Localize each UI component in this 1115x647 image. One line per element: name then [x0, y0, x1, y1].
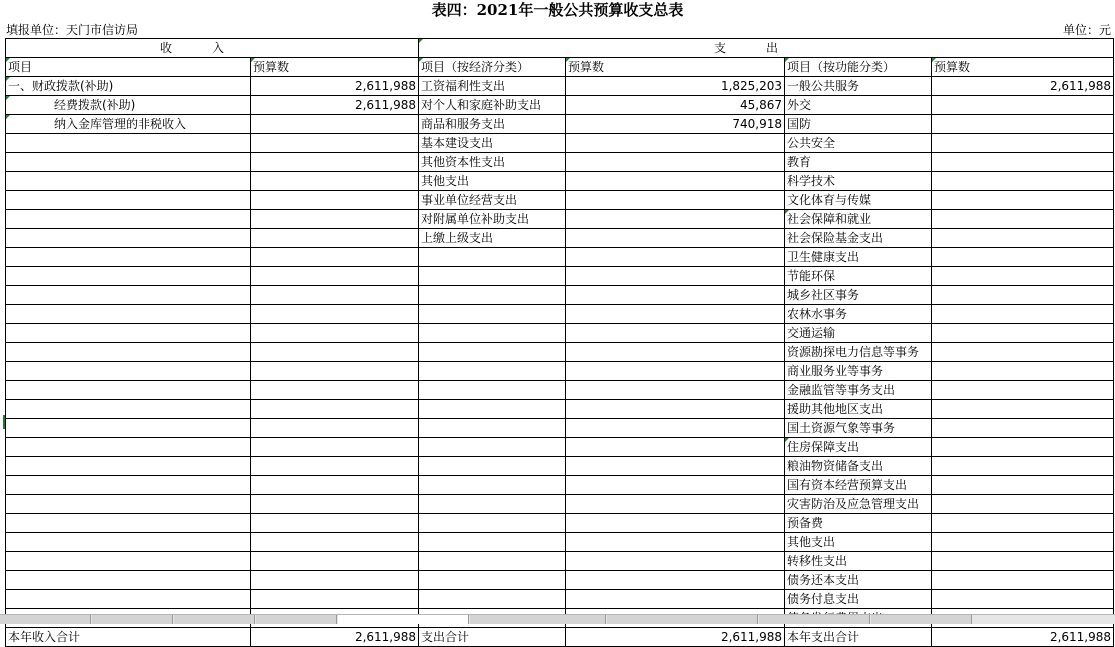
income-item-cell[interactable]	[6, 210, 251, 229]
func-budget-cell[interactable]	[932, 438, 1114, 457]
func-item-cell[interactable]: 灾害防治及应急管理支出	[785, 495, 932, 514]
col-header-econ-item[interactable]: 项目（按经济分类）	[419, 58, 566, 77]
table-row	[6, 514, 1114, 533]
func-budget-cell[interactable]	[932, 305, 1114, 324]
econ-budget-cell[interactable]	[566, 495, 785, 514]
table-row	[6, 571, 1114, 590]
income-item-cell[interactable]	[6, 590, 251, 609]
econ-item-cell[interactable]	[419, 457, 566, 476]
econ-budget-cell[interactable]	[566, 134, 785, 153]
func-total-label[interactable]: 本年支出合计	[785, 628, 932, 647]
func-item-cell[interactable]: 社会保障和就业	[785, 210, 932, 229]
expense-header: 支出	[714, 40, 819, 55]
income-budget-cell[interactable]	[251, 191, 419, 210]
econ-budget-cell[interactable]	[566, 248, 785, 267]
income-item-cell[interactable]	[6, 305, 251, 324]
table-row	[6, 77, 1114, 96]
func-item-cell[interactable]: 教育	[785, 153, 932, 172]
income-item-cell[interactable]	[6, 229, 251, 248]
table-row	[6, 115, 1114, 134]
income-budget-cell[interactable]	[251, 324, 419, 343]
func-item-cell[interactable]: 资源勘探电力信息等事务	[785, 343, 932, 362]
income-budget-cell[interactable]: 2,611,988	[251, 96, 419, 115]
func-item-cell[interactable]: 交通运输	[785, 324, 932, 343]
income-budget-cell[interactable]	[251, 438, 419, 457]
econ-budget-cell[interactable]	[566, 419, 785, 438]
func-budget-cell[interactable]	[932, 286, 1114, 305]
income-budget-cell[interactable]	[251, 343, 419, 362]
func-budget-cell[interactable]	[932, 495, 1114, 514]
econ-item-cell[interactable]	[419, 343, 566, 362]
func-item-cell[interactable]: 卫生健康支出	[785, 248, 932, 267]
econ-budget-cell[interactable]	[566, 324, 785, 343]
func-item-cell[interactable]: 节能环保	[785, 267, 932, 286]
func-item-cell[interactable]: 一般公共服务	[785, 77, 932, 96]
func-item-cell[interactable]: 住房保障支出	[785, 438, 932, 457]
func-budget-cell[interactable]	[932, 229, 1114, 248]
income-item-cell[interactable]	[6, 134, 251, 153]
func-item-cell[interactable]: 科学技术	[785, 172, 932, 191]
table-row	[6, 533, 1114, 552]
func-item-cell[interactable]: 国土资源气象等事务	[785, 419, 932, 438]
income-budget-cell[interactable]	[251, 495, 419, 514]
income-item-cell[interactable]	[6, 381, 251, 400]
econ-item-cell[interactable]	[419, 514, 566, 533]
col-header-econ-budget[interactable]: 预算数	[566, 58, 785, 77]
table-row	[6, 476, 1114, 495]
econ-item-cell[interactable]: 对附属单位补助支出	[419, 210, 566, 229]
func-item-cell[interactable]: 国防	[785, 115, 932, 134]
income-item-cell[interactable]: 纳入金库管理的非税收入	[6, 115, 251, 134]
table-row	[6, 495, 1114, 514]
func-item-cell[interactable]: 债务还本支出	[785, 571, 932, 590]
income-budget-cell[interactable]	[251, 115, 419, 134]
table-row	[6, 229, 1114, 248]
section-header-row	[6, 39, 1114, 58]
func-budget-cell[interactable]	[932, 362, 1114, 381]
func-item-cell[interactable]: 城乡社区事务	[785, 286, 932, 305]
table-row	[6, 400, 1114, 419]
econ-budget-cell[interactable]	[566, 362, 785, 381]
func-budget-cell[interactable]	[932, 419, 1114, 438]
func-budget-cell[interactable]	[932, 324, 1114, 343]
econ-budget-cell[interactable]	[566, 571, 785, 590]
econ-item-cell[interactable]	[419, 495, 566, 514]
income-total-label[interactable]: 本年收入合计	[6, 628, 251, 647]
totals-row	[6, 628, 1114, 647]
func-budget-cell[interactable]	[932, 400, 1114, 419]
income-budget-cell[interactable]	[251, 134, 419, 153]
econ-item-cell[interactable]: 对个人和家庭补助支出	[419, 96, 566, 115]
table-row	[6, 590, 1114, 609]
econ-budget-cell[interactable]	[566, 438, 785, 457]
func-item-cell[interactable]: 金融监管等事务支出	[785, 381, 932, 400]
income-item-cell[interactable]	[6, 533, 251, 552]
income-item-cell[interactable]	[6, 495, 251, 514]
econ-item-cell[interactable]	[419, 552, 566, 571]
econ-item-cell[interactable]: 上缴上级支出	[419, 229, 566, 248]
income-budget-cell[interactable]	[251, 457, 419, 476]
func-item-cell[interactable]: 转移性支出	[785, 552, 932, 571]
econ-item-cell[interactable]	[419, 438, 566, 457]
func-item-cell[interactable]: 商业服务业等事务	[785, 362, 932, 381]
income-budget-cell[interactable]	[251, 476, 419, 495]
econ-budget-cell[interactable]	[566, 400, 785, 419]
econ-item-cell[interactable]: 基本建设支出	[419, 134, 566, 153]
econ-budget-cell[interactable]	[566, 172, 785, 191]
table-row	[6, 210, 1114, 229]
income-item-cell[interactable]	[6, 153, 251, 172]
table-row	[6, 134, 1114, 153]
func-item-cell[interactable]: 农林水事务	[785, 305, 932, 324]
func-item-cell[interactable]: 外交	[785, 96, 932, 115]
income-budget-cell[interactable]	[251, 286, 419, 305]
table-row	[6, 248, 1114, 267]
expense-section-cell[interactable]	[419, 39, 1114, 58]
func-item-cell[interactable]: 公共安全	[785, 134, 932, 153]
column-header-row	[6, 58, 1114, 77]
func-budget-cell[interactable]	[932, 381, 1114, 400]
econ-item-cell[interactable]	[419, 476, 566, 495]
func-budget-cell[interactable]	[932, 590, 1114, 609]
income-budget-cell[interactable]	[251, 381, 419, 400]
income-budget-cell[interactable]	[251, 514, 419, 533]
func-budget-cell[interactable]	[932, 514, 1114, 533]
income-budget-cell[interactable]	[251, 248, 419, 267]
econ-budget-cell[interactable]	[566, 305, 785, 324]
func-budget-cell[interactable]	[932, 134, 1114, 153]
econ-budget-cell[interactable]	[566, 514, 785, 533]
econ-budget-cell[interactable]: 1,825,203	[566, 77, 785, 96]
func-budget-cell[interactable]	[932, 210, 1114, 229]
econ-budget-cell[interactable]	[566, 343, 785, 362]
income-budget-cell[interactable]	[251, 229, 419, 248]
table-row	[6, 438, 1114, 457]
econ-item-cell[interactable]	[419, 381, 566, 400]
page-title: 表四：2021年一般公共预算收支总表	[431, 1, 684, 19]
econ-item-cell[interactable]	[419, 362, 566, 381]
econ-item-cell[interactable]	[419, 248, 566, 267]
econ-budget-cell[interactable]	[566, 381, 785, 400]
income-budget-cell[interactable]	[251, 571, 419, 590]
econ-item-cell[interactable]	[419, 324, 566, 343]
econ-item-cell[interactable]	[419, 305, 566, 324]
func-item-cell[interactable]: 社会保险基金支出	[785, 229, 932, 248]
income-budget-cell[interactable]	[251, 533, 419, 552]
income-item-cell[interactable]: 一、财政拨款(补助)	[6, 77, 251, 96]
func-budget-cell[interactable]	[932, 571, 1114, 590]
econ-budget-cell[interactable]: 740,918	[566, 115, 785, 134]
income-item-cell[interactable]: 经费拨款(补助)	[6, 96, 251, 115]
table-row	[6, 96, 1114, 115]
income-item-cell[interactable]	[6, 438, 251, 457]
econ-item-cell[interactable]: 其他支出	[419, 172, 566, 191]
table-row	[6, 153, 1114, 172]
income-budget-cell[interactable]: 2,611,988	[251, 77, 419, 96]
econ-item-cell[interactable]	[419, 400, 566, 419]
table-row	[6, 552, 1114, 571]
econ-budget-cell[interactable]	[566, 552, 785, 571]
econ-budget-cell[interactable]	[566, 286, 785, 305]
func-budget-cell[interactable]	[932, 115, 1114, 134]
func-budget-cell[interactable]	[932, 248, 1114, 267]
income-item-cell[interactable]	[6, 191, 251, 210]
income-item-cell[interactable]	[6, 400, 251, 419]
func-budget-cell[interactable]: 2,611,988	[932, 77, 1114, 96]
func-item-cell[interactable]: 文化体育与传媒	[785, 191, 932, 210]
income-item-cell[interactable]	[6, 267, 251, 286]
table-row	[6, 324, 1114, 343]
income-budget-cell[interactable]	[251, 590, 419, 609]
econ-budget-cell[interactable]	[566, 153, 785, 172]
reporting-unit: 填报单位：天门市信访局	[6, 23, 139, 37]
income-budget-cell[interactable]	[251, 305, 419, 324]
econ-total-value[interactable]: 2,611,988	[566, 628, 785, 647]
econ-budget-cell[interactable]	[566, 229, 785, 248]
income-budget-cell[interactable]	[251, 153, 419, 172]
econ-budget-cell[interactable]	[566, 267, 785, 286]
func-item-cell[interactable]: 债务付息支出	[785, 590, 932, 609]
income-item-cell[interactable]	[6, 324, 251, 343]
table-row	[6, 362, 1114, 381]
func-item-cell[interactable]: 国有资本经营预算支出	[785, 476, 932, 495]
table-row	[6, 457, 1114, 476]
econ-budget-cell[interactable]	[566, 210, 785, 229]
func-item-cell[interactable]: 援助其他地区支出	[785, 400, 932, 419]
income-budget-cell[interactable]	[251, 172, 419, 191]
econ-item-cell[interactable]	[419, 590, 566, 609]
econ-budget-cell[interactable]: 45,867	[566, 96, 785, 115]
income-section-cell[interactable]	[6, 39, 419, 58]
table-row	[6, 286, 1114, 305]
income-budget-cell[interactable]	[251, 362, 419, 381]
econ-item-cell[interactable]: 商品和服务支出	[419, 115, 566, 134]
income-header: 收入	[160, 40, 265, 55]
func-budget-cell[interactable]	[932, 153, 1114, 172]
func-budget-cell[interactable]	[932, 267, 1114, 286]
income-item-cell[interactable]	[6, 419, 251, 438]
table-row	[6, 267, 1114, 286]
income-item-cell[interactable]	[6, 457, 251, 476]
func-item-cell[interactable]: 预备费	[785, 514, 932, 533]
income-item-cell[interactable]	[6, 248, 251, 267]
func-budget-cell[interactable]	[932, 552, 1114, 571]
econ-item-cell[interactable]	[419, 533, 566, 552]
econ-item-cell[interactable]: 工资福利性支出	[419, 77, 566, 96]
econ-budget-cell[interactable]	[566, 533, 785, 552]
econ-item-cell[interactable]: 其他资本性支出	[419, 153, 566, 172]
econ-budget-cell[interactable]	[566, 191, 785, 210]
func-budget-cell[interactable]	[932, 343, 1114, 362]
table-row	[6, 191, 1114, 210]
econ-item-cell[interactable]	[419, 286, 566, 305]
col-header-func-budget[interactable]: 预算数	[932, 58, 1114, 77]
func-budget-cell[interactable]	[932, 533, 1114, 552]
income-budget-cell[interactable]	[251, 400, 419, 419]
income-budget-cell[interactable]	[251, 552, 419, 571]
func-total-value[interactable]: 2,611,988	[932, 628, 1114, 647]
econ-item-cell[interactable]	[419, 571, 566, 590]
func-budget-cell[interactable]	[932, 457, 1114, 476]
econ-item-cell[interactable]	[419, 419, 566, 438]
econ-item-cell[interactable]: 事业单位经营支出	[419, 191, 566, 210]
income-budget-cell[interactable]	[251, 210, 419, 229]
income-item-cell[interactable]	[6, 571, 251, 590]
func-budget-cell[interactable]	[932, 476, 1114, 495]
income-item-cell[interactable]	[6, 343, 251, 362]
econ-item-cell[interactable]	[419, 267, 566, 286]
col-header-func-item[interactable]: 项目（按功能分类）	[785, 58, 932, 77]
func-budget-cell[interactable]	[932, 191, 1114, 210]
func-budget-cell[interactable]	[932, 172, 1114, 191]
table-row	[6, 172, 1114, 191]
econ-budget-cell[interactable]	[566, 476, 785, 495]
budget-table	[5, 38, 1114, 647]
func-budget-cell[interactable]	[932, 96, 1114, 115]
table-row	[6, 305, 1114, 324]
col-header-income-budget[interactable]: 预算数	[251, 58, 419, 77]
func-item-cell[interactable]: 其他支出	[785, 533, 932, 552]
table-row	[6, 419, 1114, 438]
income-item-cell[interactable]	[6, 552, 251, 571]
table-row	[6, 381, 1114, 400]
income-item-cell[interactable]	[6, 286, 251, 305]
income-item-cell[interactable]	[6, 514, 251, 533]
func-item-cell[interactable]: 粮油物资储备支出	[785, 457, 932, 476]
table-row	[6, 343, 1114, 362]
income-item-cell[interactable]	[6, 172, 251, 191]
currency-unit: 单位：元	[1062, 23, 1111, 37]
income-budget-cell[interactable]	[251, 267, 419, 286]
income-item-cell[interactable]	[6, 476, 251, 495]
econ-budget-cell[interactable]	[566, 457, 785, 476]
econ-budget-cell[interactable]	[566, 590, 785, 609]
col-header-item[interactable]: 项目	[6, 58, 251, 77]
income-total-value[interactable]: 2,611,988	[251, 628, 419, 647]
income-item-cell[interactable]	[6, 362, 251, 381]
income-budget-cell[interactable]	[251, 419, 419, 438]
econ-total-label[interactable]: 支出合计	[419, 628, 566, 647]
